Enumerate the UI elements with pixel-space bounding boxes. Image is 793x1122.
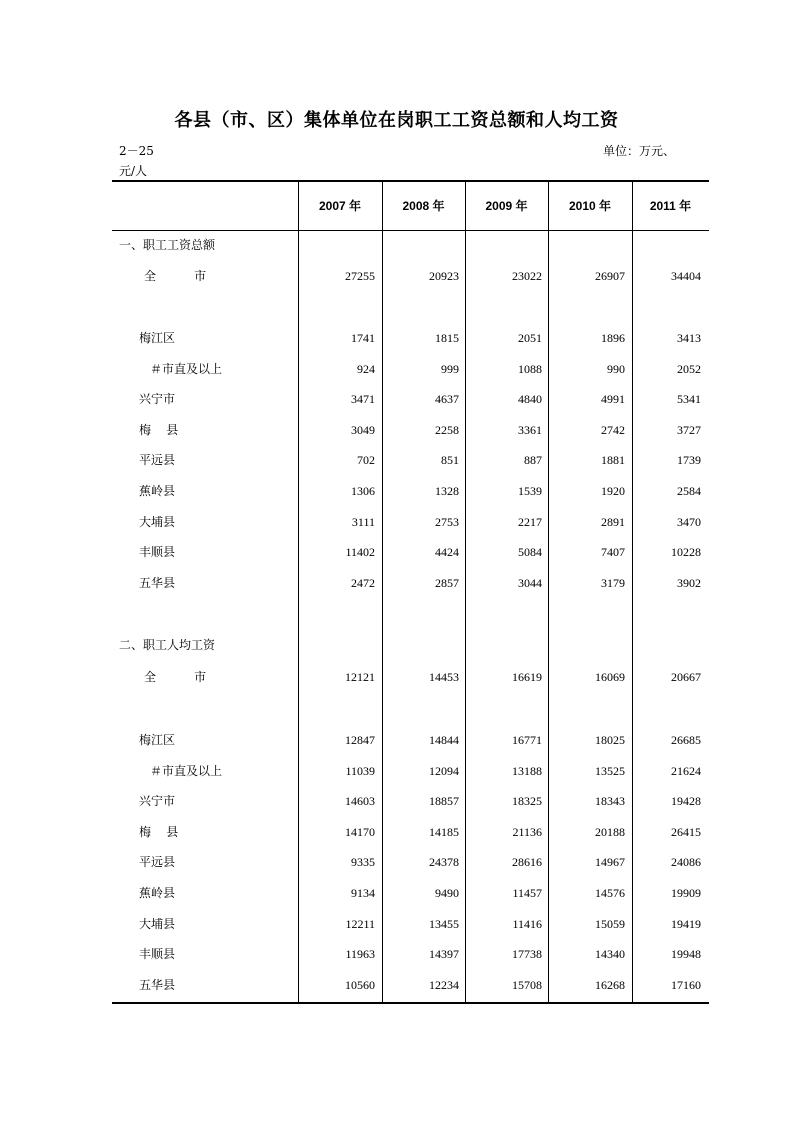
- row-label: 全 市: [144, 670, 207, 684]
- table-cell-value: 3044: [518, 576, 542, 590]
- table-cell-value: 1088: [518, 362, 542, 376]
- table-cell-value: 11963: [345, 947, 375, 961]
- table-number: 2－25: [119, 144, 154, 158]
- row-label: 蕉岭县: [139, 886, 176, 900]
- table-cell-value: 14185: [429, 825, 459, 839]
- table-cell-value: 3470: [677, 515, 701, 529]
- section-heading: 二、职工人均工资: [119, 638, 216, 652]
- table-cell-value: 3179: [601, 576, 625, 590]
- table-cell-value: 16268: [595, 978, 625, 992]
- table-cell-value: 34404: [671, 269, 701, 283]
- table-cell-value: 19909: [671, 886, 701, 900]
- table-cell-value: 19419: [671, 917, 701, 931]
- table-cell-value: 3111: [351, 515, 375, 529]
- table-cell-value: 16069: [595, 670, 625, 684]
- table-cell-value: 20667: [671, 670, 701, 684]
- table-bottom-rule: [112, 1002, 709, 1004]
- table-cell-value: 13188: [512, 764, 542, 778]
- row-label: 平远县: [139, 855, 176, 869]
- table-cell-value: 26415: [671, 825, 701, 839]
- table-cell-value: 2472: [351, 576, 375, 590]
- table-cell-value: 13455: [429, 917, 459, 931]
- table-cell-value: 5084: [518, 545, 542, 559]
- table-cell-value: 2217: [518, 515, 542, 529]
- year-header: 2011 年: [649, 199, 692, 213]
- row-label: 五华县: [139, 576, 176, 590]
- table-cell-value: 17160: [671, 978, 701, 992]
- row-label: 大埔县: [139, 515, 176, 529]
- table-cell-value: 23022: [512, 269, 542, 283]
- table-cell-value: 2584: [677, 484, 701, 498]
- page-title: 各县（市、区）集体单位在岗职工工资总额和人均工资: [174, 110, 619, 131]
- table-cell-value: 1881: [601, 453, 625, 467]
- unit-label: 单位：万元、: [603, 144, 676, 158]
- row-label: 梅江区: [139, 733, 176, 747]
- year-header: 2009 年: [485, 199, 528, 213]
- table-cell-value: 20923: [429, 269, 459, 283]
- table-cell-value: 702: [357, 453, 375, 467]
- table-cell-value: 18025: [595, 733, 625, 747]
- table-cell-value: 19428: [671, 794, 701, 808]
- table-cell-value: 11039: [345, 764, 375, 778]
- table-cell-value: 13525: [595, 764, 625, 778]
- table-cell-value: 1539: [518, 484, 542, 498]
- row-label: 兴宁市: [139, 794, 176, 808]
- column-divider: [298, 181, 299, 1002]
- table-cell-value: 3049: [351, 423, 375, 437]
- unit-label-continued: 元/人: [119, 164, 148, 178]
- year-header: 2007 年: [318, 199, 362, 213]
- row-label: 兴宁市: [139, 392, 176, 406]
- table-cell-value: 12121: [345, 670, 375, 684]
- table-cell-value: 9490: [435, 886, 459, 900]
- row-label: 五华县: [139, 978, 176, 992]
- table-cell-value: 10560: [345, 978, 375, 992]
- table-cell-value: 1328: [435, 484, 459, 498]
- table-cell-value: 21624: [671, 764, 701, 778]
- table-cell-value: 17738: [512, 947, 542, 961]
- table-cell-value: 924: [357, 362, 375, 376]
- table-cell-value: 1920: [601, 484, 625, 498]
- year-header: 2008 年: [402, 199, 445, 213]
- table-cell-value: 20188: [595, 825, 625, 839]
- table-cell-value: 11402: [345, 545, 375, 559]
- table-cell-value: 14340: [595, 947, 625, 961]
- column-divider: [382, 181, 383, 1002]
- row-label: 梅 县: [139, 423, 179, 437]
- table-cell-value: 887: [524, 453, 542, 467]
- table-cell-value: 1306: [351, 484, 375, 498]
- table-cell-value: 2051: [518, 331, 542, 345]
- year-header: 2010 年: [568, 199, 612, 213]
- table-cell-value: 9134: [351, 886, 375, 900]
- column-divider: [465, 181, 466, 1002]
- table-cell-value: 3361: [518, 423, 542, 437]
- table-cell-value: 2258: [435, 423, 459, 437]
- table-cell-value: 3902: [677, 576, 701, 590]
- table-cell-value: 14967: [595, 855, 625, 869]
- table-cell-value: 1741: [351, 331, 375, 345]
- table-cell-value: 1896: [601, 331, 625, 345]
- table-cell-value: 16771: [512, 733, 542, 747]
- table-cell-value: 11416: [512, 917, 542, 931]
- table-cell-value: 12094: [429, 764, 459, 778]
- table-cell-value: 7407: [601, 545, 625, 559]
- row-label: 蕉岭县: [139, 484, 176, 498]
- table-cell-value: 4424: [435, 545, 459, 559]
- table-cell-value: 5341: [677, 392, 701, 406]
- table-cell-value: 26907: [595, 269, 625, 283]
- table-cell-value: 3471: [351, 392, 375, 406]
- table-cell-value: 12847: [345, 733, 375, 747]
- table-cell-value: 2052: [677, 362, 701, 376]
- table-cell-value: 12211: [345, 917, 375, 931]
- table-cell-value: 10228: [671, 545, 701, 559]
- table-cell-value: 26685: [671, 733, 701, 747]
- row-label: 丰顺县: [139, 545, 176, 559]
- table-cell-value: 9335: [351, 855, 375, 869]
- table-cell-value: 18857: [429, 794, 459, 808]
- row-label: ＃市直及以上: [150, 362, 223, 376]
- table-cell-value: 4991: [601, 392, 625, 406]
- table-cell-value: 1739: [677, 453, 701, 467]
- table-cell-value: 2857: [435, 576, 459, 590]
- table-cell-value: 2891: [601, 515, 625, 529]
- row-label: 全 市: [144, 269, 207, 283]
- row-label: 梅 县: [139, 825, 179, 839]
- table-cell-value: 16619: [512, 670, 542, 684]
- table-cell-value: 14576: [595, 886, 625, 900]
- table-header-rule: [112, 230, 709, 231]
- row-label: 梅江区: [139, 331, 176, 345]
- table-cell-value: 15708: [512, 978, 542, 992]
- table-cell-value: 14170: [345, 825, 375, 839]
- table-cell-value: 14397: [429, 947, 459, 961]
- row-label: 丰顺县: [139, 947, 176, 961]
- table-cell-value: 999: [441, 362, 459, 376]
- table-cell-value: 1815: [435, 331, 459, 345]
- row-label: ＃市直及以上: [150, 764, 223, 778]
- table-cell-value: 3727: [677, 423, 701, 437]
- table-cell-value: 14453: [429, 670, 459, 684]
- table-cell-value: 4637: [435, 392, 459, 406]
- table-cell-value: 28616: [512, 855, 542, 869]
- table-cell-value: 18343: [595, 794, 625, 808]
- table-cell-value: 2742: [601, 423, 625, 437]
- table-cell-value: 3413: [677, 331, 701, 345]
- row-label: 平远县: [139, 453, 176, 467]
- table-cell-value: 12234: [429, 978, 459, 992]
- section-heading: 一、职工工资总额: [119, 238, 216, 252]
- table-cell-value: 990: [607, 362, 625, 376]
- column-divider: [548, 181, 549, 1002]
- table-cell-value: 21136: [512, 825, 542, 839]
- table-cell-value: 24086: [671, 855, 701, 869]
- table-cell-value: 4840: [518, 392, 542, 406]
- table-cell-value: 24378: [429, 855, 459, 869]
- row-label: 大埔县: [139, 917, 176, 931]
- table-cell-value: 14603: [345, 794, 375, 808]
- table-cell-value: 27255: [345, 269, 375, 283]
- table-cell-value: 14844: [429, 733, 459, 747]
- table-cell-value: 15059: [595, 917, 625, 931]
- table-cell-value: 19948: [671, 947, 701, 961]
- table-cell-value: 11457: [512, 886, 542, 900]
- table-cell-value: 18325: [512, 794, 542, 808]
- table-cell-value: 851: [441, 453, 459, 467]
- table-cell-value: 2753: [435, 515, 459, 529]
